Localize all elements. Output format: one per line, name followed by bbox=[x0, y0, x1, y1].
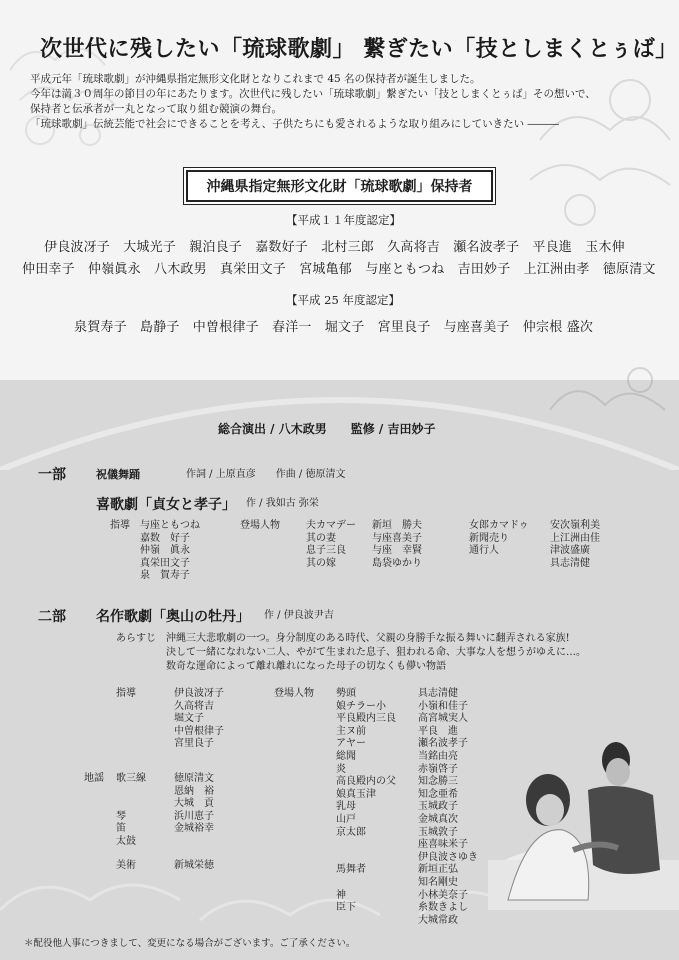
part1-shido-label: 指導 bbox=[110, 520, 130, 531]
holders-badge: 沖縄県指定無形文化財「琉球歌劇」保持者 bbox=[186, 170, 493, 202]
part1-play-title: 喜歌劇「貞女と孝子」 bbox=[96, 497, 236, 513]
certification-year-2: 【平成 25 年度認定】 bbox=[286, 293, 400, 307]
intro-line-3: 保持者と伝承者が一丸となって取り組む競演の舞台。 bbox=[30, 103, 282, 115]
part2-label: 二部 bbox=[38, 609, 66, 625]
part2-cast-label: 登場人物 bbox=[274, 688, 314, 699]
part1-dance-credit: 作詞 / 上原直彦 作曲 / 徳原清文 bbox=[186, 469, 346, 480]
musician-names: 徳原清文 恩納 裕 大城 貢 浜川恵子 金城裕幸 bbox=[174, 773, 214, 835]
part2-roles: 勢頭 娘チラー小 平良殿内三良 主ヌ前 アヤー 総聞 炎 高良殿内の父 娘真玉津 乳母 山戸 京太郎 馬舞者 神 臣下 bbox=[336, 688, 396, 914]
part1-roles-a: 夫カマデー 其の妻 息子三良 其の嫁 bbox=[306, 520, 356, 569]
page-title: 次世代に残したい「琉球歌劇」 繋ぎたい「技としまくとぅば」 bbox=[40, 36, 678, 62]
part2-play-title: 名作歌劇「奥山の牡丹」 bbox=[96, 609, 250, 625]
intro-line-1: 平成元年「琉球歌劇」が沖縄県指定無形文化財となりこれまで 45 名の保持者が誕生しました。 bbox=[30, 73, 481, 85]
part1-actors-a: 新垣 勝夫 与座喜美子 与座 幸賢 島袋ゆかり bbox=[372, 520, 422, 569]
intro-line-2: 今年は満３０周年の節目の年にあたります。次世代に残したい「琉球歌劇」繋ぎたい「技としまくとぅば」その想いで、 bbox=[30, 88, 596, 100]
direction-credit: 総合演出 / 八木政男 監修 / 吉田妙子 bbox=[218, 422, 436, 436]
instrument-labels: 歌三線 琴 笛 太鼓 bbox=[116, 773, 146, 847]
part1-shido-names: 与座ともつね 嘉数 好子 仲嶺 眞永 真栄田文子 泉 賀寿子 bbox=[140, 520, 200, 582]
footer-note: ＊配役他人事につきまして、変更になる場合がございます。ご了承ください。 bbox=[24, 938, 356, 949]
part2-play-credit: 作 / 伊良波尹吉 bbox=[264, 610, 334, 621]
part2-shido-label: 指導 bbox=[116, 688, 136, 699]
part1-actors-b: 安次嶺利美 上江洲由佳 津波盛廣 具志清健 bbox=[550, 520, 600, 569]
part1-roles-b: 女郎カマドゥ 新聞売り 通行人 bbox=[469, 520, 529, 557]
art-name: 新城栄徳 bbox=[174, 860, 214, 871]
synopsis-line-2: 決して一緒になれない二人、やがて生まれた息子、狙われる命、大事な人を想うがゆえに…。 bbox=[166, 647, 586, 658]
cloud-pattern-mid-right bbox=[540, 350, 679, 440]
part1-cast-label: 登場人物 bbox=[240, 520, 280, 531]
part1-play-credit: 作 / 我如古 弥栄 bbox=[246, 498, 319, 509]
part1-dance: 祝儀舞踊 bbox=[96, 468, 140, 481]
synopsis-label: あらすじ bbox=[116, 633, 156, 644]
holders-row-2: 仲田幸子 仲嶺眞永 八木政男 真栄田文子 宮城亀郁 与座ともつね 吉田妙子 上江洲由孝 徳原清文 bbox=[22, 262, 656, 277]
part2-actors: 具志清健 小嶺和佳子 高宮城実人 平良 進 瀬名波孝子 当銘由亮 赤嶺啓子 知念勝三 知念亜希 玉城政子 金城真次 玉城敦子 座喜味米子 伊良波さゆき 新垣正弘 知名剛史 小林美奈子 糸数きよし 大城常政 bbox=[418, 688, 478, 926]
part1-label: 一部 bbox=[38, 467, 66, 483]
synopsis-line-1: 沖縄三大悲歌劇の一つ。身分制度のある時代、父親の身勝手な振る舞いに翻弄される家族! bbox=[166, 633, 570, 644]
certification-year-1: 【平成１１年度認定】 bbox=[286, 213, 401, 227]
holders-row-3: 泉賀寿子 島静子 中曽根律子 春洋一 堀文子 宮里良子 与座喜美子 仲宗根 盛次 bbox=[74, 320, 594, 335]
holders-row-1: 伊良波冴子 大城光子 親泊良子 嘉数好子 北村三郎 久高将吉 瀬名波孝子 平良進 玉木伸 bbox=[44, 240, 625, 255]
jiutai-label: 地謡 bbox=[84, 773, 104, 784]
performers-photo bbox=[488, 730, 679, 910]
part2-shido-names: 伊良波冴子 久高将吉 堀文子 中曽根律子 宮里良子 bbox=[174, 688, 224, 750]
art-label: 美術 bbox=[116, 860, 136, 871]
intro-line-4: 「琉球歌劇」伝統芸能で社会にできることを考え、子供たちにも愛されるような取り組みにしていきたい ――― bbox=[30, 118, 559, 130]
synopsis-line-3: 数奇な運命によって離れ離れになった母子の切なくも儚い物語 bbox=[166, 661, 446, 672]
